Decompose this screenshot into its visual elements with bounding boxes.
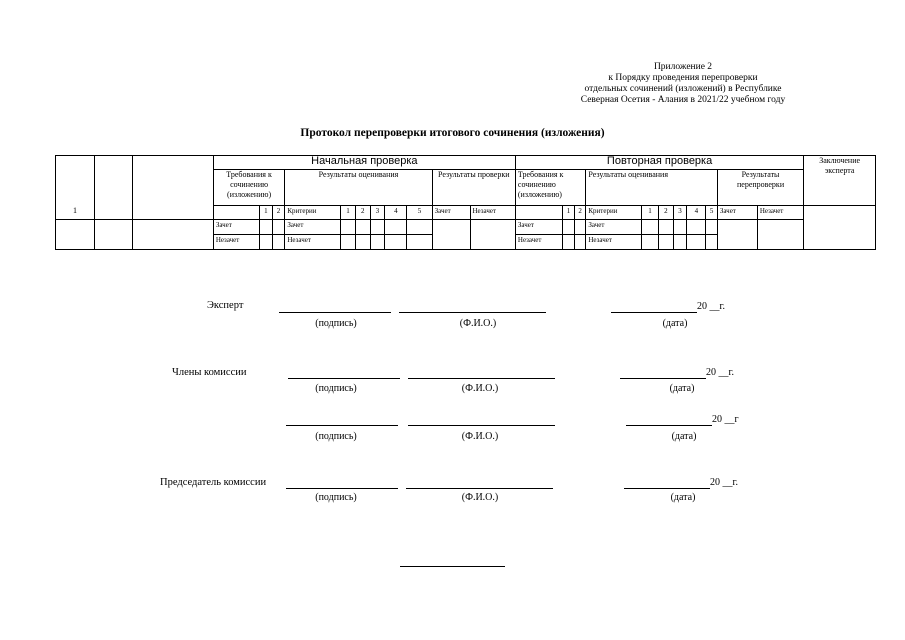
appendix-line-1: Приложение 2: [653, 62, 713, 72]
members-label: Члены комиссии: [172, 367, 247, 378]
appendix-note: [523, 62, 843, 106]
crit-num-2-repeat: 2: [658, 206, 673, 220]
repeat-check-header: Повторная проверка: [515, 156, 803, 170]
member1-signature-caption: (подпись): [315, 383, 357, 394]
req-num-2-repeat: 2: [574, 206, 586, 220]
chair-fio-line[interactable]: [406, 488, 553, 489]
req-pass-label: Зачет: [213, 220, 259, 235]
crit-num-4-repeat: 4: [687, 206, 706, 220]
crit-num-1: 1: [341, 206, 356, 220]
row-number: 1: [56, 206, 95, 220]
conclusion-header: Заключение эксперта: [804, 156, 876, 206]
eval-results-header: Результаты оценивания: [285, 170, 432, 206]
eval-pass-label: Зачет: [285, 220, 341, 235]
crit-num-3-repeat: 3: [673, 206, 687, 220]
criteria-label: Критерии: [285, 206, 341, 220]
req-num-1: 1: [260, 206, 273, 220]
req-fail-label: Незачет: [213, 235, 259, 250]
eval-pass-label-repeat: Зачет: [586, 220, 642, 235]
chair-label: Председатель комиссии: [160, 477, 267, 488]
expert-fio-caption: (Ф.И.О.): [459, 318, 497, 329]
chair-date-line[interactable]: [624, 488, 710, 489]
member1-signature-line[interactable]: [288, 378, 400, 379]
chair-fio-caption: (Ф.И.О.): [461, 492, 499, 503]
member2-year: 20 __г: [712, 414, 739, 425]
expert-signature-caption: (подпись): [315, 318, 357, 329]
crit-num-1-repeat: 1: [642, 206, 659, 220]
crit-num-5: 5: [407, 206, 432, 220]
member1-year: 20 __г.: [706, 367, 734, 378]
eval-fail-label: Незачет: [285, 235, 341, 250]
expert-date-line[interactable]: [611, 312, 697, 313]
expert-signature-line[interactable]: [279, 312, 391, 313]
requirements-header-repeat: Требования к сочинению (изложению): [515, 170, 585, 206]
chair-year: 20 __г.: [710, 477, 738, 488]
expert-year: 20 __г.: [697, 301, 725, 312]
req-pass-label-repeat: Зачет: [515, 220, 562, 235]
chair-date-caption: (дата): [670, 492, 696, 503]
req-num-2: 2: [272, 206, 285, 220]
expert-date-caption: (дата): [662, 318, 688, 329]
member2-signature-line[interactable]: [286, 425, 398, 426]
crit-num-3: 3: [370, 206, 385, 220]
expert-fio-line[interactable]: [399, 312, 546, 313]
member2-fio-caption: (Ф.И.О.): [461, 431, 499, 442]
member2-fio-line[interactable]: [408, 425, 555, 426]
member1-fio-caption: (Ф.И.О.): [461, 383, 499, 394]
crit-num-4: 4: [385, 206, 407, 220]
repeat-check-results-header: Результаты перепроверки: [717, 170, 803, 206]
pass-label: Зачет: [432, 206, 470, 220]
initial-check-header: Начальная проверка: [213, 156, 515, 170]
req-num-1-repeat: 1: [563, 206, 575, 220]
member1-date-caption: (дата): [669, 383, 695, 394]
eval-fail-label-repeat: Незачет: [586, 235, 642, 250]
fail-label-repeat: Незачет: [757, 206, 803, 220]
bottom-separator: [400, 566, 505, 567]
fail-label: Незачет: [470, 206, 515, 220]
chair-signature-line[interactable]: [286, 488, 398, 489]
requirements-header: Требования к сочинению (изложению): [213, 170, 285, 206]
eval-results-header-repeat: Результаты оценивания: [586, 170, 717, 206]
check-results-header: Результаты проверки: [432, 170, 515, 206]
appendix-line-2: к Порядку проведения перепроверки: [608, 73, 758, 83]
appendix-line-4: Северная Осетия - Алания в 2021/22 учебном году: [580, 95, 786, 105]
document-title: Протокол перепроверки итогового сочинения (изложения): [300, 127, 605, 139]
appendix-line-3: отдельных сочинений (изложений) в Республике: [584, 84, 782, 94]
req-fail-label-repeat: Незачет: [515, 235, 562, 250]
member2-date-caption: (дата): [671, 431, 697, 442]
pass-label-repeat: Зачет: [717, 206, 757, 220]
member1-fio-line[interactable]: [408, 378, 555, 379]
chair-signature-caption: (подпись): [315, 492, 357, 503]
member2-signature-caption: (подпись): [315, 431, 357, 442]
crit-num-2: 2: [355, 206, 370, 220]
criteria-label-repeat: Критерии: [586, 206, 642, 220]
member2-date-line[interactable]: [626, 425, 712, 426]
member1-date-line[interactable]: [620, 378, 706, 379]
expert-label: Эксперт: [207, 300, 244, 311]
crit-num-5-repeat: 5: [706, 206, 718, 220]
protocol-table: [55, 155, 876, 250]
